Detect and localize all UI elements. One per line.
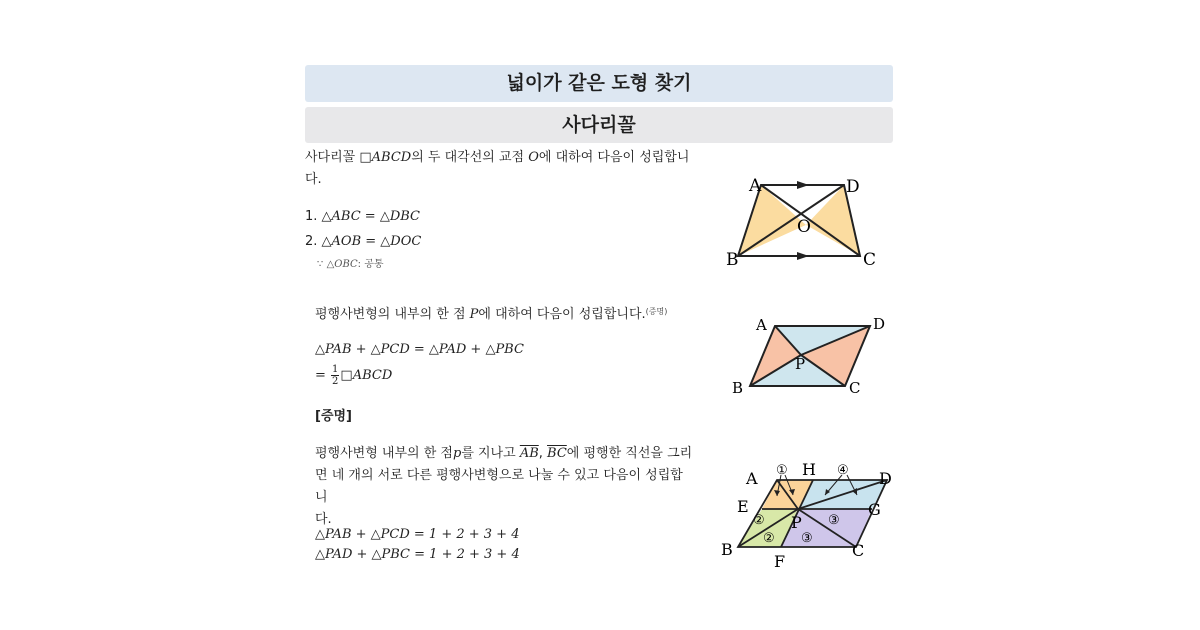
vertex-label-c: C (863, 250, 877, 270)
proof-text: 를 지나고 (461, 446, 520, 461)
vertex-label-d: D (846, 177, 860, 197)
equation-line (315, 544, 520, 566)
vertex-label-f: F (774, 552, 786, 571)
because-symbol: ∵ (317, 259, 324, 270)
parallelogram-figure (725, 310, 895, 405)
segment-bc: $\overline{BC}$ (547, 446, 567, 461)
region-label-three: ③ (801, 531, 813, 546)
vertex-label-g: G (868, 500, 881, 519)
proof-text: 에 평행한 직선을 그리 (566, 446, 693, 461)
equation: △PAB + △PCD = 1 + 2 + 3 + 4 (315, 527, 520, 542)
equation-line (315, 339, 524, 361)
trapezoid-intro (305, 147, 695, 191)
equation-line (315, 524, 519, 546)
region-label-two: ② (763, 531, 775, 546)
intro-text: 사다리꼴 □ (305, 150, 372, 165)
proof-text: 다. (315, 512, 332, 527)
fraction (331, 364, 339, 387)
segment-ab: $\overline{AB}$ (519, 446, 539, 461)
trapezoid-figure (715, 168, 890, 273)
vertex-label-b: B (721, 540, 733, 559)
vertex-label-b: B (726, 250, 739, 270)
intro-math-abcd: ABCD (371, 150, 412, 165)
equation: □ABCD (340, 368, 393, 383)
note-math: △OBC (326, 259, 358, 270)
intro-text: 에 대하여 다음이 성립합니 (538, 150, 690, 165)
vertex-label-c: C (849, 379, 861, 397)
intro-math-o: O (528, 150, 539, 165)
list-item (305, 206, 420, 228)
vertex-label-p: P (795, 355, 806, 373)
vertex-label-a: A (749, 176, 762, 196)
vertex-label-h: H (802, 460, 816, 479)
note-text: : 공통 (357, 259, 384, 270)
equation: △ABC = △DBC (321, 209, 420, 224)
proof-text: 면 네 개의 서로 다른 평행사변형으로 나눌 수 있고 다음이 성립합니 (315, 468, 683, 505)
intro-math-p: P (469, 307, 479, 322)
region-label-one: ① (776, 463, 788, 478)
intro-text: 에 대하여 다음이 성립합니다. (478, 307, 646, 322)
region-label-two: ② (753, 513, 765, 528)
intro-text: 의 두 대각선의 교점 (411, 150, 529, 165)
vertex-label-o: O (797, 217, 811, 237)
proof-reference-link[interactable]: (증명) (645, 307, 668, 316)
divided-parallelogram-figure (715, 455, 900, 575)
fraction-denominator: 2 (332, 376, 339, 387)
equation: △PAB + △PCD = △PAD + △PBC (315, 342, 524, 357)
parallelogram-intro (315, 304, 695, 326)
proof-heading: [증명] (315, 409, 352, 424)
vertex-label-p: P (791, 513, 802, 532)
list-number: 1. (305, 209, 318, 224)
vertex-label-c: C (852, 541, 865, 560)
intro-text: 평행사변형의 내부의 한 점 (315, 307, 470, 322)
equation-line (315, 364, 392, 387)
vertex-label-a: A (746, 469, 758, 488)
section-heading: 사다리꼴 (305, 107, 893, 143)
vertex-label-e: E (737, 497, 749, 516)
vertex-label-b: B (732, 379, 744, 397)
vertex-label-a: A (756, 316, 767, 334)
page-title: 넓이가 같은 도형 찾기 (305, 65, 893, 102)
list-number: 2. (305, 234, 318, 249)
proof-paragraph (315, 443, 695, 531)
vertex-label-d: D (879, 469, 892, 488)
equation: △PAD + △PBC = 1 + 2 + 3 + 4 (315, 547, 520, 562)
intro-text: 다. (305, 172, 322, 187)
proof-text: 평행사변형 내부의 한 점 (315, 446, 453, 461)
proof-math-p: p (452, 446, 462, 461)
equals-sign: = (315, 368, 326, 383)
region-label-four: ④ (837, 463, 849, 478)
list-item (305, 231, 421, 253)
fraction-numerator: 1 (332, 364, 339, 375)
proof-text: , (538, 446, 548, 461)
because-note (317, 256, 384, 274)
equation: △AOB = △DOC (321, 234, 422, 249)
vertex-label-d: D (873, 315, 886, 333)
region-label-three: ③ (828, 513, 840, 528)
